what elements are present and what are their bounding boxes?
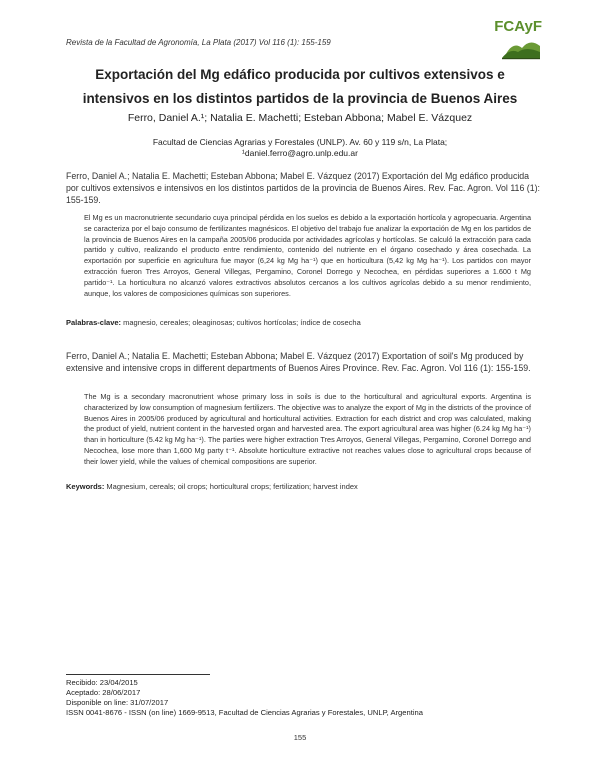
title-line-2: intensivos en los distintos partidos de la provincia de Buenos Aires bbox=[82, 91, 518, 106]
issn-line: ISSN 0041-8676 - ISSN (on line) 1669-9513, Facultad de Ciencias Agrarias y Forestales, UNLP, Argentina bbox=[66, 708, 423, 717]
english-keywords-label: Keywords: bbox=[66, 482, 105, 491]
spanish-abstract: El Mg es un macronutriente secundario cuya principal pérdida en los suelos es debido a la exportación hortícola y agropecuaria. Argentina se caracteriza por el bajo consumo de fertilizantes magnésicos. El objetivo del trabajo fue analizar la exportación de Mg en los partidos de la provincia de Buenos Aires en la campaña 2005/06 producida por actividades agrícolas y hortícolas. Se calculó la extracción para cada partido y cultivo, realizando el producto entre rendimiento, contenido del nutriente en el órgano cosechado y área cosechada. La exportación por superficie en agricultura fue mayor (6,24 kg Mg ha⁻¹) que en horticultura (5,42 kg Mg ha⁻¹). Los partidos con mayor extracción fueron Tres Arroyos, General Villegas, Pergamino, Coronel Dorrego y Necochea, en pérdidas superiores a 1.600 t Mg partido⁻¹. La horticultura no alcanzó valores extractivos absolutos cercanos a los cultivos agrícolas debido a su menor rendimiento, aunque, los valores de composiciones químicas son superiores. bbox=[84, 213, 531, 298]
footnote-rule bbox=[66, 674, 210, 675]
english-keywords bbox=[66, 482, 542, 491]
journal-header: Revista de la Facultad de Agronomía, La Plata (2017) Vol 116 (1): 155-159 bbox=[66, 38, 331, 47]
faculty-logo bbox=[482, 18, 542, 62]
online-date: Disponible on line: 31/07/2017 bbox=[66, 698, 169, 707]
page-number: 155 bbox=[293, 733, 307, 742]
affiliation bbox=[40, 137, 560, 159]
english-keywords-text: Magnesium, cereals; oil crops; horticultural crops; fertilization; harvest index bbox=[104, 482, 358, 491]
affiliation-email: ¹daniel.ferro@agro.unlp.edu.ar bbox=[242, 148, 358, 158]
spanish-keywords-label: Palabras-clave: bbox=[66, 318, 122, 327]
article-title bbox=[40, 63, 560, 111]
received-date: Recibido: 23/04/2015 bbox=[66, 678, 138, 687]
footer-notes bbox=[66, 678, 423, 718]
spanish-keywords bbox=[66, 318, 542, 327]
logo-text: FCAyF bbox=[494, 18, 542, 35]
title-line-1: Exportación del Mg edáfico producida por cultivos extensivos e bbox=[95, 67, 505, 82]
spanish-keywords-text: magnesio, cereales; oleaginosas; cultivos hortícolas; índice de cosecha bbox=[121, 318, 361, 327]
accepted-date: Aceptado: 28/06/2017 bbox=[66, 688, 141, 697]
authors: Ferro, Daniel A.¹; Natalia E. Machetti; Esteban Abbona; Mabel E. Vázquez bbox=[127, 112, 473, 124]
affiliation-line-1: Facultad de Ciencias Agrarias y Forestales (UNLP). Av. 60 y 119 s/n, La Plata; bbox=[152, 137, 448, 147]
english-citation: Ferro, Daniel A.; Natalia E. Machetti; Esteban Abbona; Mabel E. Vázquez (2017) Exportation of soil's Mg produced by extensive and intensive crops in different departments of Buenos Aires Province. Rev. Fac. Agron. Vol 116 (1): 155-159. bbox=[66, 351, 531, 373]
english-abstract: The Mg is a secondary macronutrient whose primary loss in soils is due to the horticultural and agricultural exports. Argentina is characterized by low consumption of magnesium fertilizers. The objective was to analyze the export of Mg in the districts of the province of Buenos Aires in 2005/06 produced by agricultural and horticultural activities. Extraction for each district and crop was calculated, making the product of yield, nutrient content in the harvested organ and harvested area. The export agricultural area was higher (6.24 kg Mg ha⁻¹) than in horticulture (5.42 kg Mg ha⁻¹). The parties were higher extraction Tres Arroyos, General Villegas, Pergamino, Coronel Dorrego and Necochea, lose more than 1,600 Mg party t⁻¹. Absolute horticulture extractive not reaches values close to agricultural crops because of their lower yield, while the values of chemical compositions are superior. bbox=[84, 392, 531, 466]
spanish-citation: Ferro, Daniel A.; Natalia E. Machetti; Esteban Abbona; Mabel E. Vázquez (2017) Exportación del Mg edáfico producida por cultivos extensivos e intensivos en los distintos partidos de la provincia de Buenos Aires. Rev. Fac. Agron. Vol 116 (1): 155-159. bbox=[66, 171, 540, 205]
